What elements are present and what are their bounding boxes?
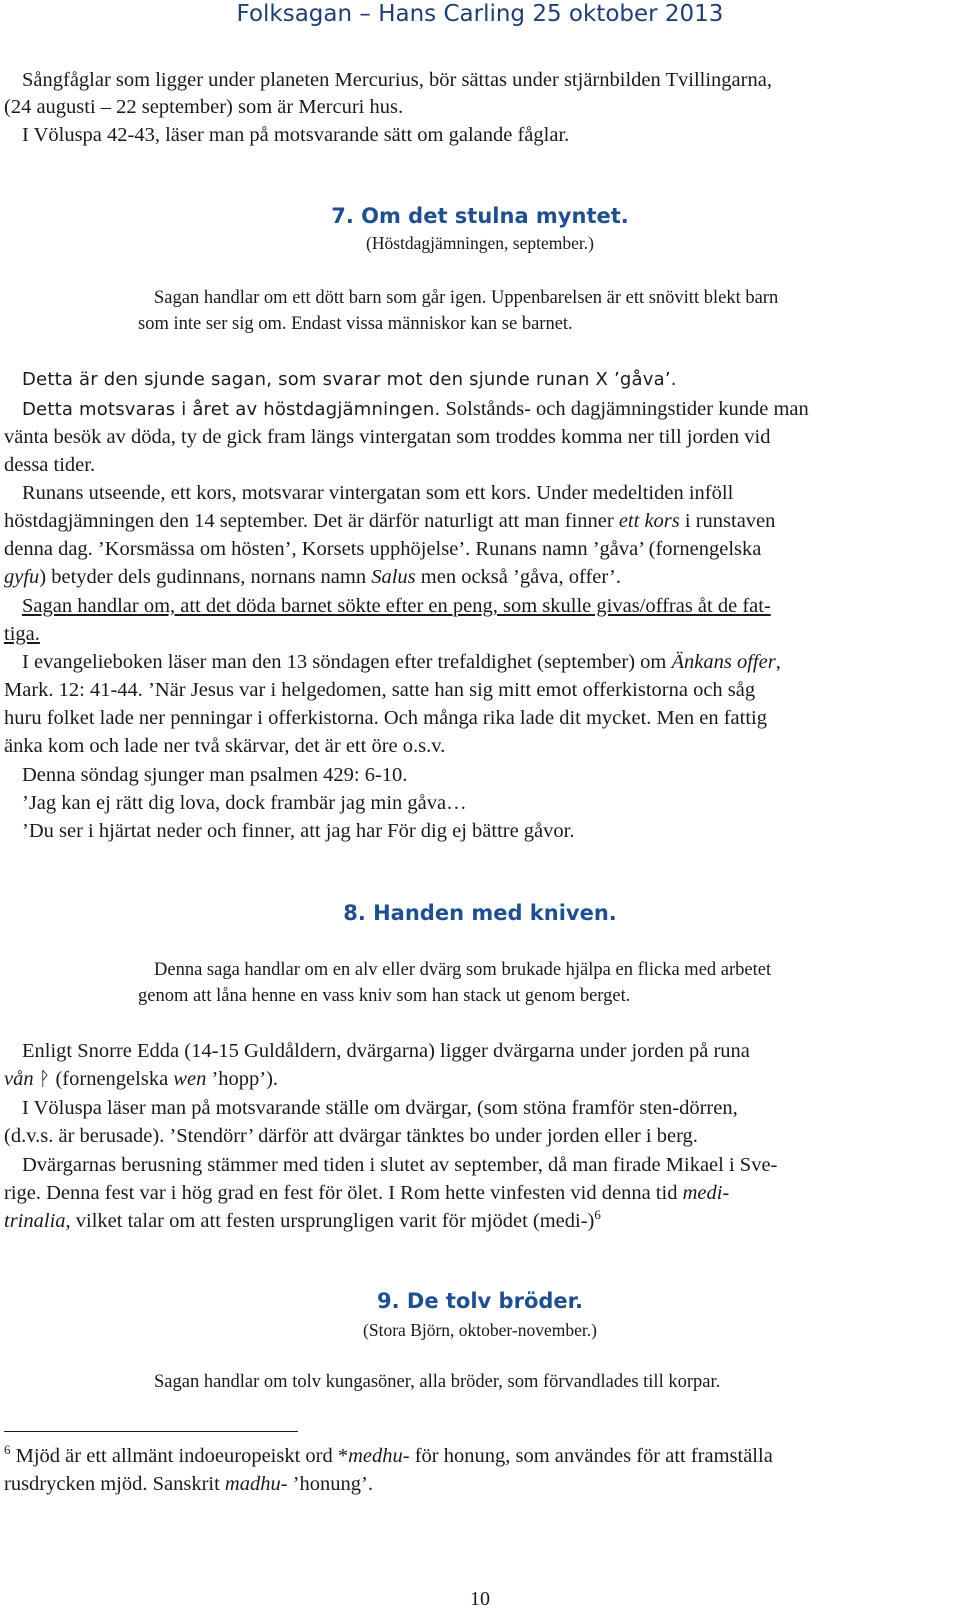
s7-para-3-line-4 xyxy=(4,565,621,589)
s8-p3-d: trinalia, xyxy=(4,1210,71,1232)
s7-p3-i: gyfu xyxy=(4,566,40,588)
footnote-e: madhu xyxy=(224,1473,281,1495)
section-9-heading: 9. De tolv bröder. xyxy=(377,1289,583,1313)
footnote-line-2 xyxy=(4,1472,373,1496)
s8-para-2-line-1: I Völuspa läser man på motsvarande ställe om dvärgar, (som stöna framför sten-dörren, xyxy=(22,1097,738,1119)
s7-p3-d: Det är därför naturligt att man finner xyxy=(308,510,619,532)
s8-para-3-line-3 xyxy=(4,1209,601,1233)
s7-p5-e: ’När Jesus var i helgedomen, satte han sig mitt emot offerkistorna och såg xyxy=(142,679,756,701)
s8-para-3-line-1: Dvärgarnas berusning stämmer med tiden i slutet av september, då man firade Mikael i Sve- xyxy=(22,1154,778,1176)
s7-para-2-line-3: dessa tider. xyxy=(4,454,96,476)
footnote-f: - ’honung’. xyxy=(280,1473,373,1495)
intro-line-1: Sångfåglar som ligger under planeten Mercurius, bör sättas under stjärnbilden Tvillingarna, xyxy=(22,69,772,91)
s7-para-7: ’Jag kan ej rätt dig lova, dock frambär jag min gåva… xyxy=(22,792,467,814)
s8-para-2-line-2: (d.v.s. är berusade). ’Stendörr’ därför att dvärgar tänktes bo under jorden eller i berg. xyxy=(4,1125,698,1147)
footnote-ref-6: 6 xyxy=(594,1207,601,1223)
s7-p3-a: Runans utseende, ett kors, motsvarar vintergatan som ett kors. xyxy=(22,482,532,504)
s8-para-1-line-2 xyxy=(4,1067,278,1091)
s8-para-3-line-2 xyxy=(4,1181,729,1205)
s7-p5-a: I evangelieboken läser man den 13 söndagen efter trefaldighet (september) om xyxy=(22,651,672,673)
s7-para-1: Detta är den sjunde sagan, som svarar mot den sjunde runan X ’gåva’. xyxy=(22,369,677,390)
s7-para-3-line-2 xyxy=(4,509,775,533)
section-7-heading: 7. Om det stulna myntet. xyxy=(331,204,629,228)
s7-para-5-line-3: huru folket lade ner penningar i offerkistorna. Och många rika lade dit mycket. Men en fattig xyxy=(4,707,767,729)
s7-para-5-line-4: änka kom och lade ner två skärvar, det är ett öre o.s.v. xyxy=(4,735,446,757)
footnote-a: Mjöd är ett allmänt indoeuropeiskt ord * xyxy=(10,1445,349,1467)
section-8-summary-1: Denna saga handlar om en alv eller dvärg som brukade hjälpa en flicka med arbetet xyxy=(154,960,772,980)
footnote-b: medhu xyxy=(348,1445,403,1467)
s7-para-4-line-1: Sagan handlar om, att det döda barnet sökte efter en peng, som skulle givas/offras åt de fat- xyxy=(22,595,771,617)
s7-para-3-line-3 xyxy=(4,537,761,561)
s7-p5-c: , xyxy=(775,651,781,673)
footnote-c: - för honung, som användes för att framställa xyxy=(402,1445,773,1467)
s7-p3-j: ) betyder dels gudinnans, nornans namn xyxy=(39,566,372,588)
s7-p3-e: ett kors xyxy=(618,510,680,532)
section-7-summary-1: Sagan handlar om ett dött barn som går igen. Uppenbarelsen är ett snövitt blekt barn xyxy=(154,288,779,308)
s7-p3-g: denna dag. ’Korsmässa om hösten’, Korsets upphöjelse’. xyxy=(4,538,471,560)
s8-para-1-line-1: Enligt Snorre Edda (14-15 Guldåldern, dvärgarna) ligger dvärgarna under jorden på runa xyxy=(22,1040,750,1062)
footnote-number: 6 xyxy=(4,1442,11,1458)
section-9-subtitle: (Stora Björn, oktober-november.) xyxy=(363,1320,597,1340)
s7-p2-rest: Solstånds- och dagjämningstider kunde man xyxy=(440,398,809,420)
s7-p3-h: Runans namn ’gåva’ (fornengelska xyxy=(470,538,762,560)
s7-para-2-line-2: vänta besök av döda, ty de gick fram längs vintergatan som troddes komma ner till jorden vid xyxy=(4,426,771,448)
s8-p3-b: rige. Denna fest var i hög grad en fest för ölet. I Rom hette vinfesten vid denna tid xyxy=(4,1182,683,1204)
section-8-summary-2: genom att låna henne en vass kniv som han stack ut genom berget. xyxy=(138,986,631,1006)
s7-para-3-line-1 xyxy=(22,481,733,505)
s7-p3-f: i runstaven xyxy=(679,510,776,532)
s7-p2-sans: Detta motsvaras i året av höstdagjämningen. xyxy=(22,399,441,420)
section-9-summary: Sagan handlar om tolv kungasöner, alla bröder, som förvandlades till korpar. xyxy=(154,1372,721,1392)
s8-p3-c: medi- xyxy=(682,1182,730,1204)
section-8-heading: 8. Handen med kniven. xyxy=(343,901,617,925)
section-7-summary-2: som inte ser sig om. Endast vissa människor kan se barnet. xyxy=(138,314,573,334)
s7-para-5-line-1 xyxy=(22,650,781,674)
s7-p3-l: men också ’gåva, offer’. xyxy=(415,566,621,588)
footnote-separator xyxy=(4,1431,298,1432)
s8-p1-d: wen xyxy=(173,1068,207,1090)
intro-line-2: (24 augusti – 22 september) som är Mercuri hus. xyxy=(4,96,404,118)
s8-p1-vaan: vån xyxy=(4,1068,34,1090)
page-number: 10 xyxy=(470,1588,490,1610)
footnote-line-1 xyxy=(4,1444,773,1468)
s7-p5-b: Änkans offer xyxy=(671,651,776,673)
s8-p3-e: vilket talar om att festen ursprungligen varit för mjödet (medi-) xyxy=(70,1210,595,1232)
s8-p1-c: (fornengelska xyxy=(50,1068,174,1090)
s7-para-6: Denna söndag sjunger man psalmen 429: 6-10. xyxy=(22,764,408,786)
section-7-subtitle: (Höstdagjämningen, september.) xyxy=(366,233,594,253)
page-header: Folksagan – Hans Carling 25 oktober 2013 xyxy=(236,1,724,27)
s7-p3-c: höstdagjämningen den 14 september. xyxy=(4,510,309,532)
s8-p1-e: ’hopp’). xyxy=(206,1068,279,1090)
footnote-d: rusdrycken mjöd. Sanskrit xyxy=(4,1473,225,1495)
intro-line-3: I Völuspa 42-43, läser man på motsvarande sätt om galande fåglar. xyxy=(22,124,570,146)
s7-p3-b: Under medeltiden inföll xyxy=(531,482,734,504)
wynn-rune-glyph: ᚹ xyxy=(38,1068,51,1090)
s7-para-5-line-2 xyxy=(4,678,755,702)
s7-p3-k: Salus xyxy=(371,566,416,588)
s7-para-4-line-2: tiga. xyxy=(4,623,40,645)
s7-para-8: ’Du ser i hjärtat neder och finner, att jag har För dig ej bättre gåvor. xyxy=(22,820,575,842)
s7-para-2-line-1 xyxy=(22,397,809,422)
s7-p5-d: Mark. 12: 41-44. xyxy=(4,679,143,701)
